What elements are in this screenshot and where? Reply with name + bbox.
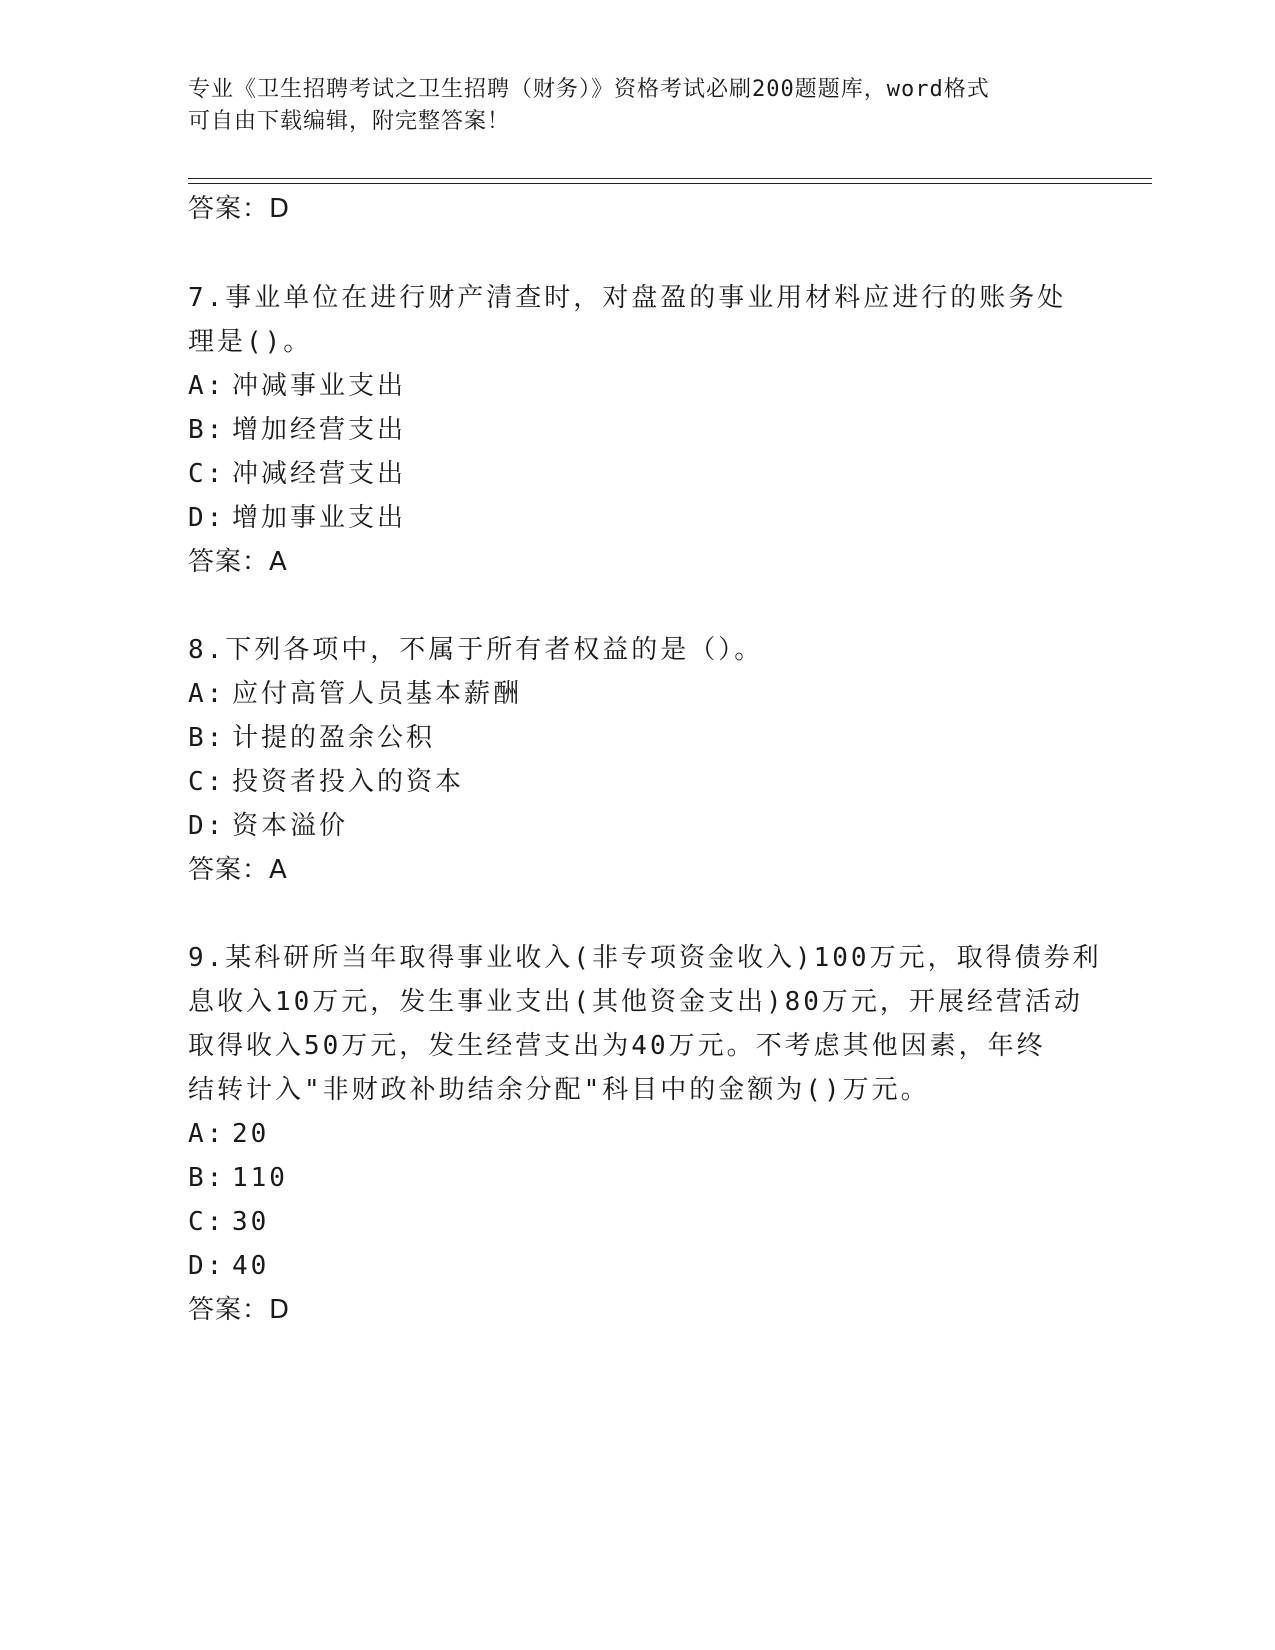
q9-stem-line-4: 结转计入"非财政补助结余分配"科目中的金额为()万元。: [188, 1075, 930, 1105]
option-text: 40: [232, 1251, 270, 1281]
option-key: A:: [188, 679, 226, 709]
option-text: 资本溢价: [232, 811, 349, 841]
q7-option-c: [188, 458, 406, 490]
option-key: B:: [188, 1163, 226, 1193]
option-key: D:: [188, 811, 226, 841]
q9-stem-line-2: 息收入10万元，发生事业支出(其他资金支出)80万元，开展经营活动: [188, 987, 1083, 1017]
q8-option-d: [188, 810, 348, 842]
q8-stem-line-1: 8.下列各项中，不属于所有者权益的是（）。: [188, 635, 764, 665]
option-text: 冲减事业支出: [232, 371, 407, 401]
option-text: 110: [232, 1163, 288, 1193]
q9-option-a: [188, 1118, 269, 1150]
q9-stem-line-1: 9.某科研所当年取得事业收入(非专项资金收入)100万元，取得债券利: [188, 943, 1102, 973]
option-text: 增加事业支出: [232, 503, 407, 533]
option-key: A:: [188, 1119, 226, 1149]
option-key: A:: [188, 371, 226, 401]
option-key: C:: [188, 767, 226, 797]
option-text: 20: [232, 1119, 270, 1149]
q7-option-a: [188, 370, 406, 402]
q9-answer: 答案：D: [188, 1295, 291, 1325]
option-text: 投资者投入的资本: [232, 767, 465, 797]
q8-option-b: [188, 722, 435, 754]
q7-option-b: [188, 414, 406, 446]
option-key: C:: [188, 1207, 226, 1237]
q9-option-b: [188, 1162, 288, 1194]
option-key: D:: [188, 1251, 226, 1281]
header-divider-top: [188, 178, 1152, 179]
document-header: [188, 74, 1068, 138]
q7-stem-line-2: 理是()。: [188, 327, 313, 357]
previous-answer: 答案：D: [188, 194, 291, 224]
option-text: 30: [232, 1207, 270, 1237]
q9-option-d: [188, 1250, 269, 1282]
option-key: B:: [188, 415, 226, 445]
option-key: B:: [188, 723, 226, 753]
option-text: 计提的盈余公积: [232, 723, 436, 753]
option-key: D:: [188, 503, 226, 533]
q8-answer: 答案：A: [188, 855, 288, 885]
option-key: C:: [188, 459, 226, 489]
option-text: 冲减经营支出: [232, 459, 407, 489]
header-line-2: 可自由下载编辑，附完整答案！: [188, 109, 511, 134]
option-text: 应付高管人员基本薪酬: [232, 679, 523, 709]
option-text: 增加经营支出: [232, 415, 407, 445]
q7-answer: 答案：A: [188, 547, 288, 577]
header-line-1: 专业《卫生招聘考试之卫生招聘（财务）》资格考试必刷200题题库，word格式: [188, 77, 990, 102]
q7-option-d: [188, 502, 406, 534]
q9-option-c: [188, 1206, 269, 1238]
q8-option-c: [188, 766, 464, 798]
header-divider-bottom: [188, 183, 1152, 184]
q9-stem-line-3: 取得收入50万元，发生经营支出为40万元。不考虑其他因素，年终: [188, 1031, 1046, 1061]
q8-option-a: [188, 678, 522, 710]
q7-stem-line-1: 7.事业单位在进行财产清查时，对盘盈的事业用材料应进行的账务处: [188, 283, 1067, 313]
